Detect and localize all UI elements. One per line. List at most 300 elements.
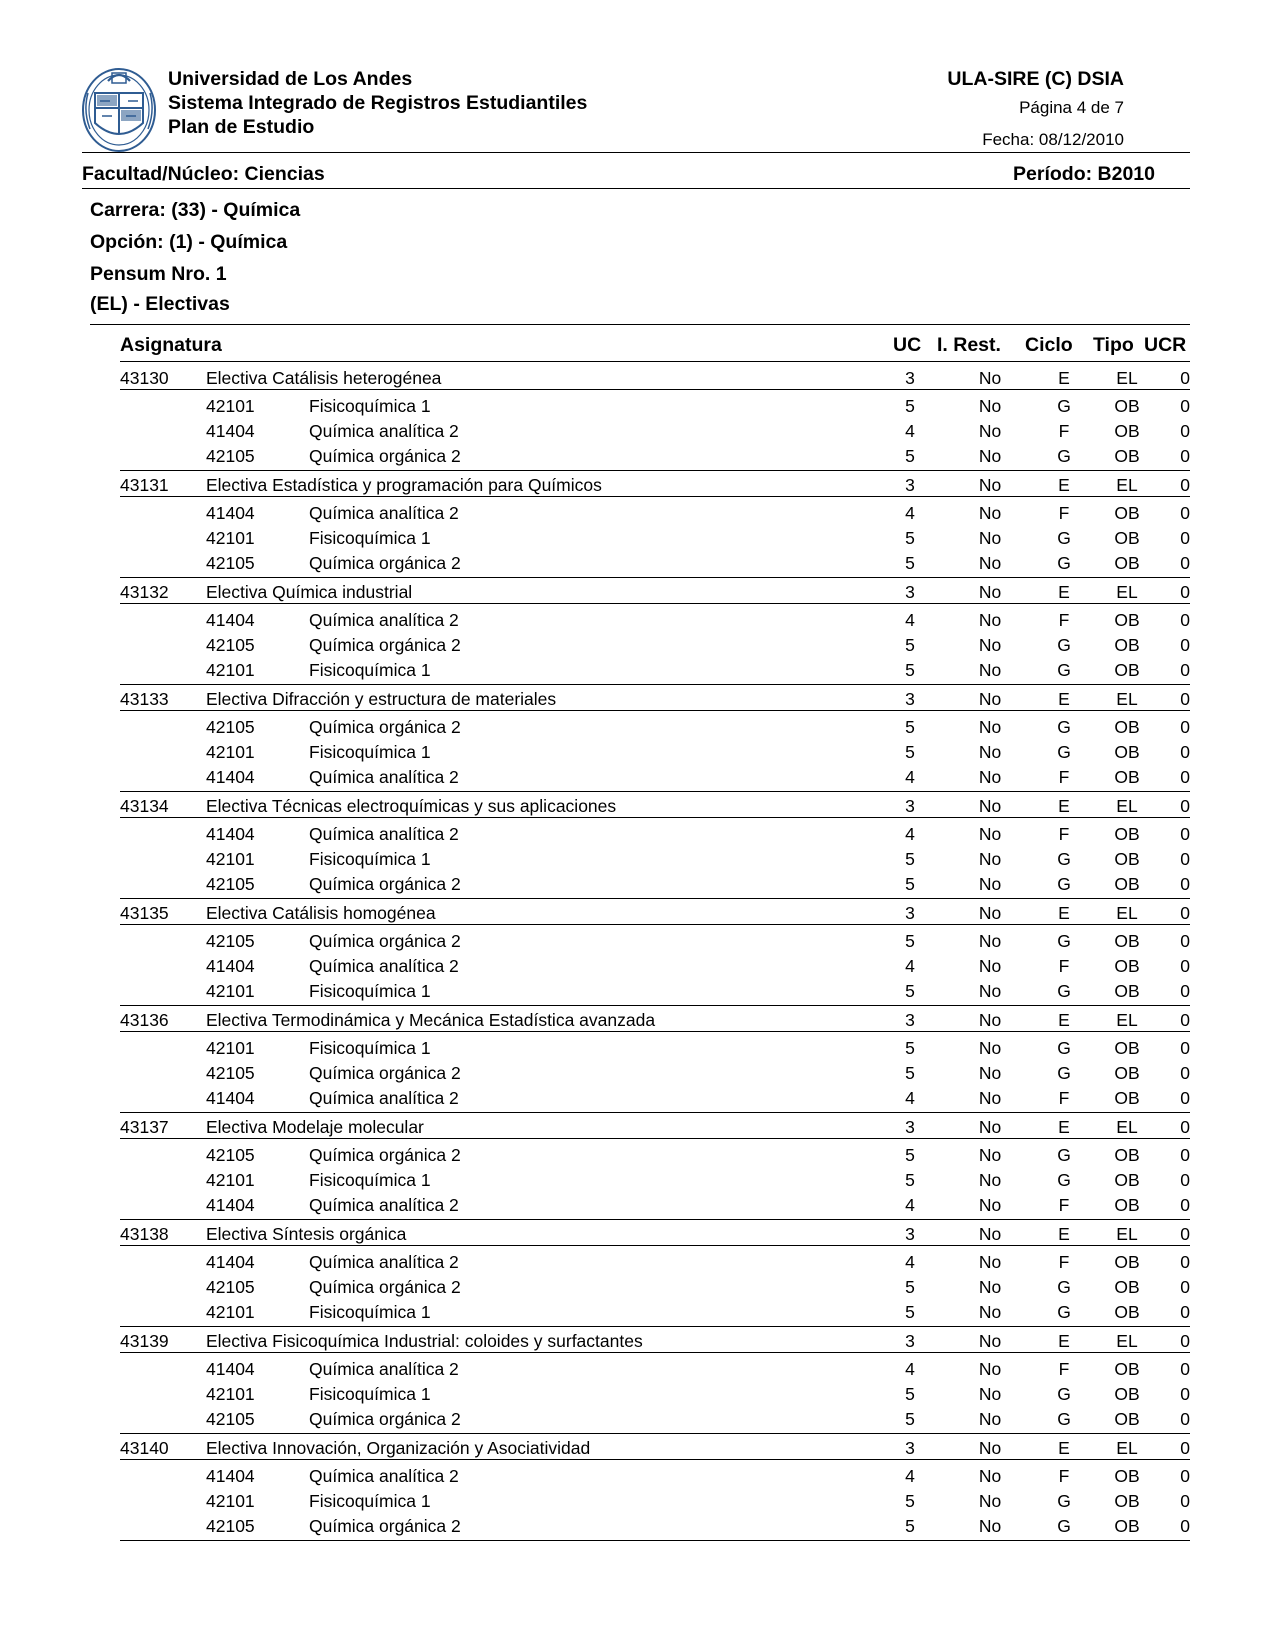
- prerequisite-ucr: 0: [1180, 1409, 1190, 1429]
- prerequisite-uc: 5: [905, 1409, 915, 1429]
- prerequisite-code: 41404: [206, 1466, 255, 1486]
- table-top-rule: [90, 324, 1190, 325]
- elective-name: Electiva Síntesis orgánica: [206, 1224, 407, 1244]
- prerequisite-ucr: 0: [1180, 421, 1190, 441]
- prerequisite-uc: 5: [905, 1038, 915, 1058]
- prerequisite-code: 42101: [206, 660, 255, 680]
- elective-name: Electiva Estadística y programación para Químicos: [206, 475, 602, 495]
- prerequisite-ucr: 0: [1180, 1145, 1190, 1165]
- prerequisite-uc: 4: [905, 610, 915, 630]
- prerequisite-code: 42101: [206, 1491, 255, 1511]
- prerequisite-name: Fisicoquímica 1: [309, 396, 431, 416]
- prerequisite-code: 42105: [206, 1145, 255, 1165]
- prerequisite-tipo: OB: [1114, 1277, 1140, 1297]
- prerequisite-uc: 5: [905, 553, 915, 573]
- elective-rest: No: [978, 903, 1002, 923]
- prerequisite-name: Química orgánica 2: [309, 717, 461, 737]
- prerequisite-uc: 4: [905, 1252, 915, 1272]
- elective-ucr: 0: [1180, 1010, 1190, 1030]
- prerequisite-ciclo: F: [1058, 767, 1070, 787]
- prerequisite-code: 42105: [206, 1409, 255, 1429]
- prerequisite-tipo: OB: [1114, 1038, 1140, 1058]
- prerequisite-uc: 5: [905, 635, 915, 655]
- prerequisite-ucr: 0: [1180, 553, 1190, 573]
- prerequisite-uc: 5: [905, 717, 915, 737]
- prerequisite-ciclo: F: [1058, 1252, 1070, 1272]
- prerequisite-tipo: OB: [1114, 1384, 1140, 1404]
- prerequisite-row: [120, 604, 1190, 629]
- electives-table: [120, 364, 1190, 1541]
- prerequisite-code: 42101: [206, 1170, 255, 1190]
- elective-uc: 3: [905, 689, 915, 709]
- prerequisite-code: 42105: [206, 931, 255, 951]
- prerequisite-ciclo: G: [1057, 931, 1071, 951]
- prerequisite-tipo: OB: [1114, 553, 1140, 573]
- elective-row: [120, 578, 1190, 604]
- prerequisite-uc: 5: [905, 1170, 915, 1190]
- prerequisite-code: 41404: [206, 610, 255, 630]
- prerequisite-rest: No: [978, 1466, 1002, 1486]
- prerequisite-rest: No: [978, 1088, 1002, 1108]
- prerequisite-ucr: 0: [1180, 1516, 1190, 1536]
- elective-code: 43140: [120, 1438, 169, 1458]
- prerequisite-code: 41404: [206, 1359, 255, 1379]
- prerequisite-uc: 5: [905, 1302, 915, 1322]
- prerequisite-name: Química orgánica 2: [309, 1516, 461, 1536]
- prerequisite-ciclo: G: [1057, 1038, 1071, 1058]
- prerequisite-ucr: 0: [1180, 1088, 1190, 1108]
- prerequisite-ucr: 0: [1180, 1384, 1190, 1404]
- prerequisite-rest: No: [978, 1359, 1002, 1379]
- prerequisite-tipo: OB: [1114, 1516, 1140, 1536]
- elective-name: Electiva Innovación, Organización y Asociatividad: [206, 1438, 591, 1458]
- elective-uc: 3: [905, 1331, 915, 1351]
- prerequisite-ciclo: F: [1058, 1466, 1070, 1486]
- elective-ucr: 0: [1180, 1224, 1190, 1244]
- prerequisite-code: 42101: [206, 742, 255, 762]
- prerequisite-uc: 5: [905, 1491, 915, 1511]
- faculty-rule: [82, 188, 1190, 189]
- prerequisite-row: [120, 1353, 1190, 1378]
- prerequisite-uc: 5: [905, 528, 915, 548]
- prerequisite-row: [120, 1378, 1190, 1403]
- prerequisite-ucr: 0: [1180, 396, 1190, 416]
- elective-rest: No: [978, 796, 1002, 816]
- elective-name: Electiva Fisicoquímica Industrial: coloides y surfactantes: [206, 1331, 643, 1351]
- prerequisite-rest: No: [978, 824, 1002, 844]
- prerequisite-ucr: 0: [1180, 1277, 1190, 1297]
- prerequisite-row: [120, 547, 1190, 572]
- prerequisite-name: Química analítica 2: [309, 1466, 459, 1486]
- elective-code: 43133: [120, 689, 169, 709]
- prerequisite-ucr: 0: [1180, 1491, 1190, 1511]
- elective-uc: 3: [905, 1224, 915, 1244]
- prerequisite-rest: No: [978, 767, 1002, 787]
- prerequisite-name: Química orgánica 2: [309, 1277, 461, 1297]
- prerequisite-row: [120, 1032, 1190, 1057]
- prerequisite-row: [120, 1296, 1190, 1321]
- prerequisite-ucr: 0: [1180, 503, 1190, 523]
- elective-ciclo: E: [1058, 1331, 1070, 1351]
- elective-tipo: EL: [1116, 1224, 1138, 1244]
- prerequisite-tipo: OB: [1114, 1145, 1140, 1165]
- prerequisite-row: [120, 629, 1190, 654]
- prerequisite-uc: 4: [905, 824, 915, 844]
- prerequisite-tipo: OB: [1114, 1302, 1140, 1322]
- prerequisite-ciclo: G: [1057, 1409, 1071, 1429]
- prerequisite-row: [120, 736, 1190, 761]
- prerequisite-ucr: 0: [1180, 824, 1190, 844]
- prerequisite-uc: 5: [905, 981, 915, 1001]
- prerequisite-uc: 5: [905, 874, 915, 894]
- prerequisite-name: Química analítica 2: [309, 1252, 459, 1272]
- elective-code: 43137: [120, 1117, 169, 1137]
- elective-uc: 3: [905, 903, 915, 923]
- prerequisite-name: Fisicoquímica 1: [309, 981, 431, 1001]
- prerequisite-row: [120, 1271, 1190, 1296]
- prerequisite-ciclo: G: [1057, 396, 1071, 416]
- prerequisite-name: Química orgánica 2: [309, 1145, 461, 1165]
- prerequisite-code: 41404: [206, 824, 255, 844]
- elective-tipo: EL: [1116, 903, 1138, 923]
- prerequisite-rest: No: [978, 503, 1002, 523]
- prerequisite-row: [120, 868, 1190, 893]
- elective-row: [120, 685, 1190, 711]
- elective-row: [120, 1006, 1190, 1032]
- prerequisite-ciclo: F: [1058, 421, 1070, 441]
- prerequisite-tipo: OB: [1114, 824, 1140, 844]
- prerequisite-ciclo: F: [1058, 503, 1070, 523]
- prerequisite-row: [120, 440, 1190, 465]
- prerequisite-rest: No: [978, 981, 1002, 1001]
- prerequisite-rest: No: [978, 1038, 1002, 1058]
- prerequisite-row: [120, 975, 1190, 1000]
- prerequisite-code: 42105: [206, 1277, 255, 1297]
- prerequisite-row: [120, 843, 1190, 868]
- prerequisite-code: 42101: [206, 1302, 255, 1322]
- prerequisite-row: [120, 1057, 1190, 1082]
- university-seal-logo: [80, 63, 158, 153]
- elective-ucr: 0: [1180, 1438, 1190, 1458]
- faculty-label: Facultad/Núcleo: Ciencias: [82, 163, 325, 185]
- prerequisite-name: Química orgánica 2: [309, 635, 461, 655]
- prerequisite-row: [120, 390, 1190, 415]
- prerequisite-name: Fisicoquímica 1: [309, 1491, 431, 1511]
- prerequisite-rest: No: [978, 396, 1002, 416]
- prerequisite-row: [120, 522, 1190, 547]
- page-number: Página 4 de 7: [1019, 98, 1124, 117]
- prerequisite-rest: No: [978, 956, 1002, 976]
- prerequisite-row: [120, 497, 1190, 522]
- prerequisite-uc: 5: [905, 931, 915, 951]
- elective-name: Electiva Modelaje molecular: [206, 1117, 424, 1137]
- prerequisite-name: Química analítica 2: [309, 1195, 459, 1215]
- prerequisite-rest: No: [978, 1170, 1002, 1190]
- elective-tipo: EL: [1116, 689, 1138, 709]
- prerequisite-ciclo: G: [1057, 874, 1071, 894]
- elective-rest: No: [978, 1438, 1002, 1458]
- prerequisite-ucr: 0: [1180, 1063, 1190, 1083]
- prerequisite-name: Química analítica 2: [309, 1088, 459, 1108]
- prerequisite-tipo: OB: [1114, 742, 1140, 762]
- elective-code: 43135: [120, 903, 169, 923]
- prerequisite-tipo: OB: [1114, 874, 1140, 894]
- prerequisite-name: Química orgánica 2: [309, 931, 461, 951]
- prerequisite-rest: No: [978, 1195, 1002, 1215]
- elective-code: 43139: [120, 1331, 169, 1351]
- elective-ciclo: E: [1058, 368, 1070, 388]
- prerequisite-tipo: OB: [1114, 1491, 1140, 1511]
- prerequisite-ciclo: G: [1057, 1063, 1071, 1083]
- elective-row: [120, 1327, 1190, 1353]
- prerequisite-ciclo: G: [1057, 849, 1071, 869]
- prerequisite-rest: No: [978, 1384, 1002, 1404]
- university-name: Universidad de Los Andes: [168, 68, 413, 90]
- prerequisite-row: [120, 1510, 1190, 1535]
- prerequisite-tipo: OB: [1114, 610, 1140, 630]
- prerequisite-uc: 4: [905, 1466, 915, 1486]
- elective-ciclo: E: [1058, 1117, 1070, 1137]
- prerequisite-uc: 4: [905, 421, 915, 441]
- prerequisite-tipo: OB: [1114, 503, 1140, 523]
- elective-name: Electiva Técnicas electroquímicas y sus aplicaciones: [206, 796, 617, 816]
- prerequisite-uc: 4: [905, 1195, 915, 1215]
- prerequisite-tipo: OB: [1114, 956, 1140, 976]
- prerequisite-ciclo: G: [1057, 1277, 1071, 1297]
- elective-ucr: 0: [1180, 582, 1190, 602]
- prerequisite-rest: No: [978, 1491, 1002, 1511]
- prerequisite-uc: 5: [905, 849, 915, 869]
- elective-row: [120, 1113, 1190, 1139]
- prerequisite-tipo: OB: [1114, 1063, 1140, 1083]
- prerequisite-row: [120, 950, 1190, 975]
- prerequisite-ciclo: G: [1057, 1302, 1071, 1322]
- prerequisite-code: 41404: [206, 1252, 255, 1272]
- elective-ucr: 0: [1180, 689, 1190, 709]
- prerequisite-name: Química orgánica 2: [309, 874, 461, 894]
- faculty-line: [82, 163, 1190, 186]
- prerequisite-ucr: 0: [1180, 1302, 1190, 1322]
- prerequisite-code: 42105: [206, 717, 255, 737]
- header-rule: [82, 152, 1190, 153]
- prerequisite-rest: No: [978, 610, 1002, 630]
- prerequisite-code: 41404: [206, 767, 255, 787]
- elective-ciclo: E: [1058, 689, 1070, 709]
- prerequisite-tipo: OB: [1114, 1466, 1140, 1486]
- prerequisite-ciclo: G: [1057, 1491, 1071, 1511]
- career-label: Carrera: (33) - Química: [90, 199, 301, 221]
- prerequisite-row: [120, 1403, 1190, 1428]
- prerequisite-name: Fisicoquímica 1: [309, 528, 431, 548]
- prerequisite-tipo: OB: [1114, 767, 1140, 787]
- prerequisite-ucr: 0: [1180, 931, 1190, 951]
- elective-name: Electiva Química industrial: [206, 582, 413, 602]
- subject-type-label: (EL) - Electivas: [90, 293, 230, 315]
- system-name: Sistema Integrado de Registros Estudiantiles: [168, 92, 588, 114]
- prerequisite-ucr: 0: [1180, 849, 1190, 869]
- pensum-label: Pensum Nro. 1: [90, 263, 227, 285]
- prerequisite-ucr: 0: [1180, 717, 1190, 737]
- prerequisite-tipo: OB: [1114, 1252, 1140, 1272]
- prerequisite-rest: No: [978, 553, 1002, 573]
- prerequisite-tipo: OB: [1114, 1359, 1140, 1379]
- prerequisite-ucr: 0: [1180, 981, 1190, 1001]
- elective-tipo: EL: [1116, 475, 1138, 495]
- prerequisite-rest: No: [978, 528, 1002, 548]
- col-ucr: UCR: [1144, 334, 1187, 356]
- prerequisite-ciclo: G: [1057, 1516, 1071, 1536]
- prerequisite-uc: 5: [905, 1063, 915, 1083]
- prerequisite-row: [120, 818, 1190, 843]
- prerequisite-name: Química analítica 2: [309, 1359, 459, 1379]
- report-name: Plan de Estudio: [168, 116, 315, 138]
- prerequisite-uc: 5: [905, 396, 915, 416]
- elective-ciclo: E: [1058, 1010, 1070, 1030]
- prerequisite-rest: No: [978, 717, 1002, 737]
- elective-tipo: EL: [1116, 1438, 1138, 1458]
- option-label: Opción: (1) - Química: [90, 231, 288, 253]
- prerequisite-uc: 4: [905, 1088, 915, 1108]
- prerequisite-tipo: OB: [1114, 635, 1140, 655]
- prerequisite-row: [120, 1139, 1190, 1164]
- prerequisite-ciclo: F: [1058, 1195, 1070, 1215]
- elective-rest: No: [978, 1117, 1002, 1137]
- prerequisite-ciclo: G: [1057, 981, 1071, 1001]
- prerequisite-tipo: OB: [1114, 446, 1140, 466]
- elective-rest: No: [978, 689, 1002, 709]
- prerequisite-code: 42105: [206, 446, 255, 466]
- prerequisite-name: Fisicoquímica 1: [309, 1302, 431, 1322]
- prerequisite-ucr: 0: [1180, 767, 1190, 787]
- prerequisite-name: Fisicoquímica 1: [309, 1384, 431, 1404]
- prerequisite-tipo: OB: [1114, 849, 1140, 869]
- elective-code: 43132: [120, 582, 169, 602]
- prerequisite-ucr: 0: [1180, 956, 1190, 976]
- prerequisite-ciclo: F: [1058, 1359, 1070, 1379]
- prerequisite-name: Química analítica 2: [309, 824, 459, 844]
- col-asignatura: Asignatura: [120, 334, 222, 356]
- prerequisite-name: Química analítica 2: [309, 503, 459, 523]
- header-info-block: [947, 67, 1124, 150]
- prerequisite-tipo: OB: [1114, 931, 1140, 951]
- prerequisite-code: 41404: [206, 956, 255, 976]
- prerequisite-rest: No: [978, 1277, 1002, 1297]
- elective-rest: No: [978, 582, 1002, 602]
- prerequisite-uc: 5: [905, 446, 915, 466]
- prerequisite-name: Química analítica 2: [309, 421, 459, 441]
- prerequisite-ciclo: F: [1058, 1088, 1070, 1108]
- elective-tipo: EL: [1116, 796, 1138, 816]
- prerequisite-rest: No: [978, 1409, 1002, 1429]
- elective-ciclo: E: [1058, 1438, 1070, 1458]
- elective-code: 43131: [120, 475, 169, 495]
- col-tipo: Tipo: [1093, 334, 1134, 356]
- prerequisite-name: Química analítica 2: [309, 767, 459, 787]
- prerequisite-name: Fisicoquímica 1: [309, 849, 431, 869]
- prerequisite-name: Fisicoquímica 1: [309, 742, 431, 762]
- prerequisite-row: [120, 1164, 1190, 1189]
- elective-rest: No: [978, 1224, 1002, 1244]
- prerequisite-code: 41404: [206, 503, 255, 523]
- prerequisite-row: [120, 711, 1190, 736]
- elective-rest: No: [978, 1331, 1002, 1351]
- prerequisite-code: 42101: [206, 528, 255, 548]
- prerequisite-rest: No: [978, 931, 1002, 951]
- elective-name: Electiva Termodinámica y Mecánica Estadística avanzada: [206, 1010, 656, 1030]
- elective-row: [120, 899, 1190, 925]
- header-title-block: [168, 67, 587, 139]
- prerequisite-row: [120, 415, 1190, 440]
- elective-uc: 3: [905, 582, 915, 602]
- col-rest: I. Rest.: [937, 334, 1001, 356]
- elective-name: Electiva Catálisis heterogénea: [206, 368, 442, 388]
- prerequisite-rest: No: [978, 1145, 1002, 1165]
- elective-name: Electiva Catálisis homogénea: [206, 903, 436, 923]
- prerequisite-ucr: 0: [1180, 874, 1190, 894]
- prerequisite-name: Química orgánica 2: [309, 446, 461, 466]
- elective-ucr: 0: [1180, 1331, 1190, 1351]
- prerequisite-code: 41404: [206, 1195, 255, 1215]
- prerequisite-ciclo: F: [1058, 824, 1070, 844]
- prerequisite-rest: No: [978, 1252, 1002, 1272]
- elective-tipo: EL: [1116, 582, 1138, 602]
- prerequisite-uc: 5: [905, 1384, 915, 1404]
- prerequisite-code: 42101: [206, 1384, 255, 1404]
- prerequisite-code: 42101: [206, 1038, 255, 1058]
- prerequisite-ucr: 0: [1180, 1195, 1190, 1215]
- prerequisite-uc: 4: [905, 956, 915, 976]
- elective-ucr: 0: [1180, 475, 1190, 495]
- col-ciclo: Ciclo: [1025, 334, 1073, 356]
- prerequisite-uc: 5: [905, 1145, 915, 1165]
- elective-ciclo: E: [1058, 582, 1070, 602]
- prerequisite-code: 41404: [206, 1088, 255, 1108]
- period-label: Período: B2010: [1013, 163, 1155, 185]
- prerequisite-tipo: OB: [1114, 1088, 1140, 1108]
- prerequisite-ciclo: G: [1057, 1145, 1071, 1165]
- prerequisite-ucr: 0: [1180, 1170, 1190, 1190]
- prerequisite-ucr: 0: [1180, 1252, 1190, 1272]
- prerequisite-rest: No: [978, 660, 1002, 680]
- prerequisite-rest: No: [978, 635, 1002, 655]
- elective-ciclo: E: [1058, 475, 1070, 495]
- prerequisite-ucr: 0: [1180, 528, 1190, 548]
- prerequisite-ciclo: G: [1057, 528, 1071, 548]
- prerequisite-tipo: OB: [1114, 1170, 1140, 1190]
- elective-code: 43136: [120, 1010, 169, 1030]
- prerequisite-rest: No: [978, 446, 1002, 466]
- prerequisite-row: [120, 1460, 1190, 1485]
- elective-ciclo: E: [1058, 1224, 1070, 1244]
- elective-ucr: 0: [1180, 1117, 1190, 1137]
- elective-tipo: EL: [1116, 1331, 1138, 1351]
- elective-ucr: 0: [1180, 368, 1190, 388]
- elective-row: [120, 1434, 1190, 1460]
- prerequisite-ciclo: G: [1057, 660, 1071, 680]
- elective-uc: 3: [905, 1010, 915, 1030]
- prerequisite-name: Química orgánica 2: [309, 1063, 461, 1083]
- prerequisite-rest: No: [978, 742, 1002, 762]
- elective-rest: No: [978, 475, 1002, 495]
- elective-ucr: 0: [1180, 796, 1190, 816]
- prerequisite-row: [120, 761, 1190, 786]
- prerequisite-ucr: 0: [1180, 635, 1190, 655]
- elective-rest: No: [978, 1010, 1002, 1030]
- prerequisite-ciclo: G: [1057, 1170, 1071, 1190]
- prerequisite-ciclo: G: [1057, 635, 1071, 655]
- prerequisite-code: 42105: [206, 874, 255, 894]
- prerequisite-tipo: OB: [1114, 717, 1140, 737]
